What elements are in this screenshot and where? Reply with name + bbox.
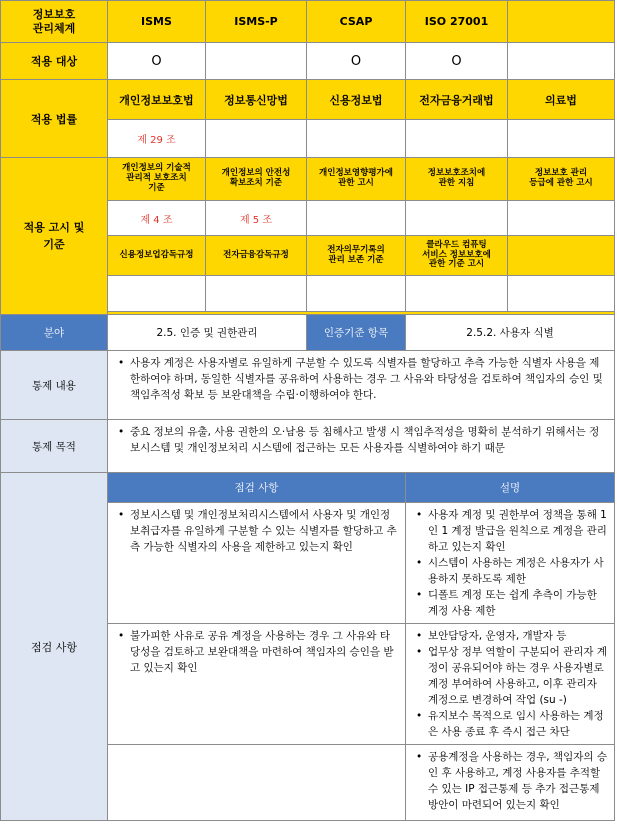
notice-name: 정보보호조치에 관한 지침 — [406, 158, 508, 201]
notice-article: 제 5 조 — [206, 201, 307, 236]
law-name: 개인정보보호법 — [108, 80, 206, 120]
control-purpose-row — [1, 420, 615, 473]
law-name: 전자금융거래법 — [406, 80, 508, 120]
laws-row — [1, 80, 615, 120]
control-table — [0, 314, 615, 821]
control-content-row — [1, 351, 615, 420]
inspection-item: • 정보시스템 및 개인정보처리시스템에서 사용자 및 개인정보취급자를 유일하게 구분할 수 있는 식별자를 할당하고 추측 가능한 식별자의 사용을 제한하고 있는지 확인 — [130, 507, 399, 555]
notice-name: 정보보호 관리 등급에 관한 고시 — [508, 158, 615, 201]
inspection-item: • 불가피한 사유로 공유 계정을 사용하는 경우 그 사유와 타당성을 검토하고 보완대책을 마련하여 책임자의 승인을 받고 있는지 확인 — [130, 628, 399, 676]
compliance-table — [0, 0, 615, 315]
inspection-item-cell — [108, 503, 406, 624]
col-isms: ISMS — [108, 1, 206, 43]
notices-row-1 — [1, 158, 615, 201]
notice-name: 전자금융감독규정 — [206, 236, 307, 276]
notice-article — [406, 201, 508, 236]
target-mark-isms-p — [206, 43, 307, 80]
empty-cell — [307, 276, 406, 312]
law-name: 정보통신망법 — [206, 80, 307, 120]
notice-name: 클라우드 컴퓨팅 서비스 정보보호에 관한 기준 고시 — [406, 236, 508, 276]
inspection-desc-cell — [406, 503, 615, 624]
empty-cell — [508, 276, 615, 312]
inspection-label: 점검 사항 — [1, 473, 108, 821]
target-mark-csap: O — [307, 43, 406, 80]
empty-cell — [108, 276, 206, 312]
law-article: 제 29 조 — [108, 120, 206, 158]
notice-article — [307, 201, 406, 236]
control-purpose-cell — [108, 420, 615, 473]
inspection-desc: • 디폴트 계정 또는 쉽게 추측이 가능한 계정 사용 제한 — [428, 587, 608, 619]
control-content-cell — [108, 351, 615, 420]
field-row — [1, 315, 615, 351]
notice-name: 개인정보영향평가에 관한 고시 — [307, 158, 406, 201]
col-blank — [508, 1, 615, 43]
notice-name — [508, 236, 615, 276]
field-label: 분야 — [1, 315, 108, 351]
notice-name: 개인정보의 안전성 확보조치 기준 — [206, 158, 307, 201]
inspection-desc: • 사용자 계정 및 권한부여 정책을 통해 1 인 1 계정 발급을 원칙으로 계정을 관리하고 있는지 확인 — [428, 507, 608, 555]
col-iso27001: ISO 27001 — [406, 1, 508, 43]
notice-name: 개인정보의 기술적 관리적 보호조치 기준 — [108, 158, 206, 201]
target-mark-iso: O — [406, 43, 508, 80]
inspection-item-cell — [108, 745, 406, 821]
inspection-header-row — [1, 473, 615, 503]
notice-article — [508, 201, 615, 236]
control-content-text: • 사용자 계정은 사용자별로 유일하게 구분할 수 있도록 식별자를 할당하고 추측 가능한 식별자 사용을 제한하여야 하며, 동일한 식별자를 공유하여 사용하는 경우 그 사유와 타당성을 검토하여 책임자의 승인 및 책임추적성 확보 등 보완대책을 수립·이행하여야 한다. — [130, 355, 608, 403]
framework-label: 정보보호 관리체계 — [1, 1, 108, 43]
notice-name: 전자의무기록의 관리 보존 기준 — [307, 236, 406, 276]
law-name: 의료법 — [508, 80, 615, 120]
col-isms-p: ISMS-P — [206, 1, 307, 43]
control-purpose-label: 통제 목적 — [1, 420, 108, 473]
inspection-desc: • 유지보수 목적으로 임시 사용하는 계정은 사용 종료 후 즉시 접근 차단 — [428, 708, 608, 740]
inspection-desc-cell — [406, 624, 615, 745]
inspection-items-header: 점검 사항 — [108, 473, 406, 503]
law-article — [206, 120, 307, 158]
law-name: 신용정보법 — [307, 80, 406, 120]
inspection-desc: • 시스템이 사용하는 계정은 사용자가 사용하지 못하도록 제한 — [428, 555, 608, 587]
notice-article: 제 4 조 — [108, 201, 206, 236]
criteria-label: 인증기준 항목 — [307, 315, 406, 351]
law-article — [508, 120, 615, 158]
inspection-desc-header: 설명 — [406, 473, 615, 503]
inspection-desc: • 공용계정을 사용하는 경우, 책임자의 승인 후 사용하고, 계정 사용자를 추적할 수 있는 IP 접근통제 등 추가 접근통제 방안이 마련되어 있는지 확인 — [428, 749, 608, 813]
notices-label: 적용 고시 및 기준 — [1, 158, 108, 315]
inspection-item-cell — [108, 624, 406, 745]
law-article — [307, 120, 406, 158]
laws-label: 적용 법률 — [1, 80, 108, 158]
col-csap: CSAP — [307, 1, 406, 43]
empty-cell — [206, 276, 307, 312]
header-row — [1, 1, 615, 43]
law-article — [406, 120, 508, 158]
control-content-label: 통제 내용 — [1, 351, 108, 420]
target-mark-blank — [508, 43, 615, 80]
control-purpose-text: • 중요 정보의 유출, 사용 권한의 오·남용 등 침해사고 발생 시 책임추적성을 명확히 분석하기 위해서는 정보시스템 및 개인정보처리 시스템에 접근하는 모든 사용자를 식별하여야 하기 때문 — [130, 424, 608, 456]
target-mark-isms: O — [108, 43, 206, 80]
inspection-desc-cell — [406, 745, 615, 821]
target-row — [1, 43, 615, 80]
inspection-desc: • 업무상 정부 역할이 구분되어 관리자 계정이 공유되어야 하는 경우 사용자별로 계정 부여하여 사용하고, 이후 관리자 계정으로 변경하여 작업 (su -) — [428, 644, 608, 708]
target-label: 적용 대상 — [1, 43, 108, 80]
empty-cell — [406, 276, 508, 312]
notice-name: 신용정보업감독규정 — [108, 236, 206, 276]
inspection-desc: • 보안담당자, 운영자, 개발자 등 — [428, 628, 608, 644]
field-value: 2.5. 인증 및 권한관리 — [108, 315, 307, 351]
criteria-value: 2.5.2. 사용자 식별 — [406, 315, 615, 351]
